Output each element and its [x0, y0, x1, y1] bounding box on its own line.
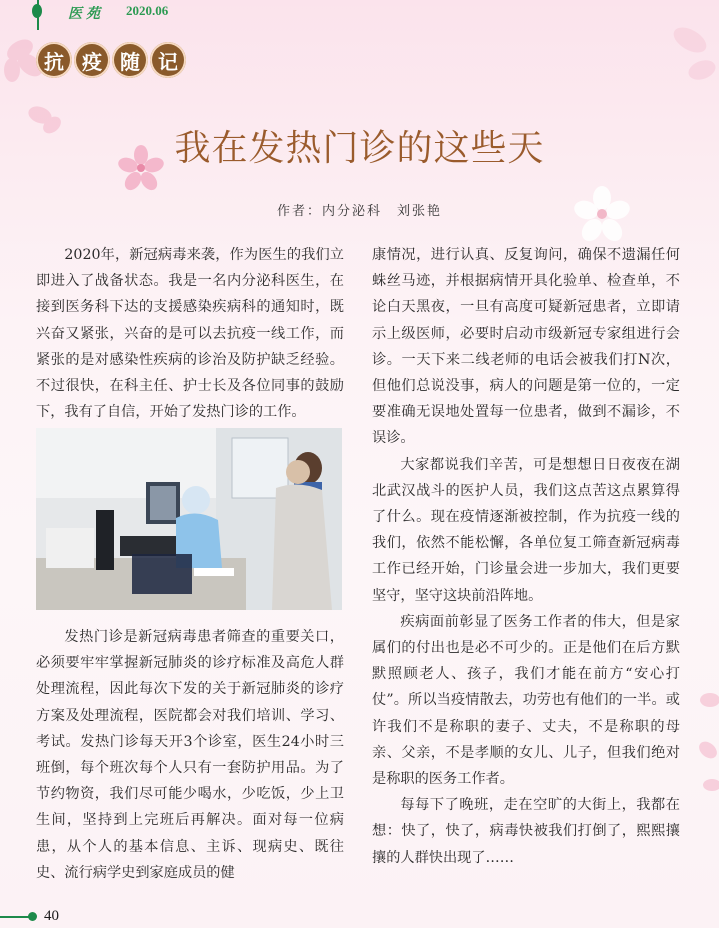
paragraph: 大家都说我们辛苦，可是想想日日夜夜在湖北武汉战斗的医护人员，我们这点苦这点累算得了什么。现在疫情逐渐被控制，作为抗疫一线的我们，依然不能松懈，各单位复工筛查新冠病毒工作已经开始，门诊量会进一步加大，我们更要坚守，坚守这块前沿阵地。	[372, 456, 680, 604]
paragraph: 2020年，新冠病毒来袭，作为医生的我们立即进入了战备状态。我是一名内分泌科医生，在接到医务科下达的支援感染疾病科的通知时，既兴奋又紧张，兴奋的是可以去抗疫一线工作，而紧张的是对感染性疾病的诊治及防护缺乏经验。不过很快，在科主任、护士长及各位同事的鼓励下，我有了自信，开始了发热门诊的工作。	[36, 247, 344, 421]
article-title: 我在发热门诊的这些天	[174, 128, 545, 169]
article-byline: 作者：内分泌科 刘张艳	[276, 204, 442, 219]
magazine-name: 医苑	[68, 6, 104, 22]
section-tag	[36, 42, 186, 78]
paragraph: 康情况，进行认真、反复询问，确保不遗漏任何蛛丝马迹，并根据病情开具化验单、检查单，不论白天黑夜，一旦有高度可疑新冠患者，立即请示上级医师，必要时启动市级新冠专家组进行会诊。一天下来二线老师的电话会被我们打N次，但他们总说没事，病人的问题是第一位的，一定要准确无误地处置每一位患者，做到不漏诊，不误诊。	[372, 247, 680, 447]
paragraph: 发热门诊是新冠病毒患者筛查的重要关口，必须要牢牢掌握新冠肺炎的诊疗标准及高危人群处理流程，因此每次下发的关于新冠肺炎的诊疗方案及处理流程，医院都会对我们培训、学习、考试。发热门诊每天开3个诊室，医生24小时三班倒，每个班次每个人只有一套防护用品。为了节约物资，我们尽可能少喝水，少吃饭，少上卫生间，坚持到上完班后再解决。面对每一位病患，从个人的基本信息、主诉、现病史、既往史、流行病学史到家庭成员的健	[36, 629, 344, 881]
footer-rule	[0, 916, 30, 918]
left-column-top	[36, 242, 344, 425]
blossom-decoration	[688, 680, 719, 800]
page-number: 40	[44, 908, 59, 924]
clinic-photo	[36, 428, 342, 610]
section-tag-char: 疫	[74, 42, 110, 78]
paragraph: 每每下了晚班，走在空旷的大街上，我都在想：快了，快了，病毒快被我们打倒了，熙熙攘攘的人群快出现了……	[372, 797, 680, 866]
section-tag-char: 随	[112, 42, 148, 78]
left-column-bottom	[36, 624, 344, 886]
paragraph: 疾病面前彰显了医务工作者的伟大，但是家属们的付出也是必不可少的。正是他们在后方默默照顾老人、孩子，我们才能在前方“安心打仗”。所以当疫情散去，功劳也有他们的一半。或许我们不是称职的妻子、丈夫，不是称职的母亲、父亲，不是孝顺的女儿、儿子，但我们绝对是称职的医务工作者。	[372, 613, 680, 788]
blossom-decoration	[640, 0, 719, 110]
section-tag-char: 记	[150, 42, 186, 78]
header-leaf-icon	[32, 4, 42, 18]
issue-date: 2020.06	[126, 3, 169, 18]
section-tag-char: 抗	[36, 42, 72, 78]
footer-dot-icon	[28, 912, 37, 921]
right-column	[372, 242, 680, 871]
